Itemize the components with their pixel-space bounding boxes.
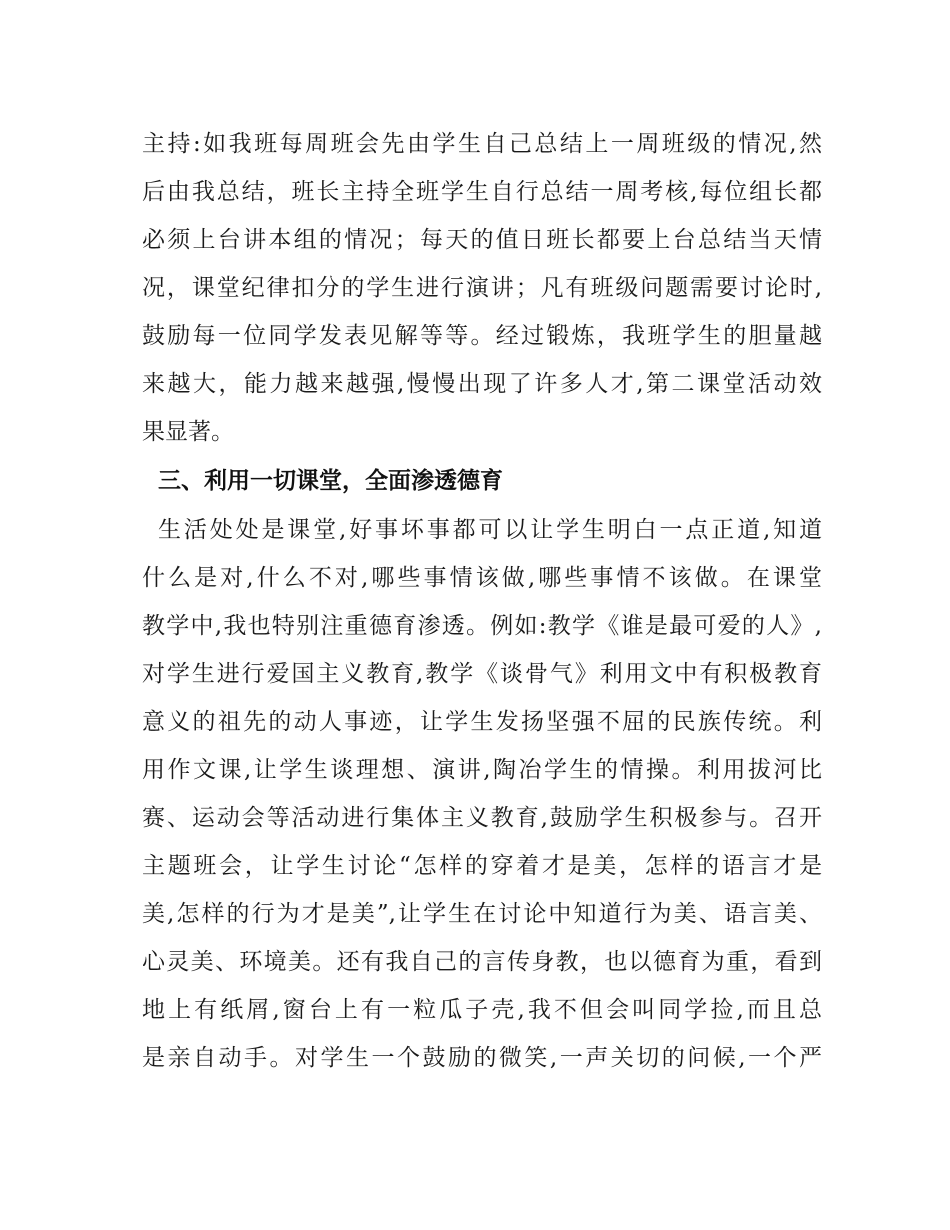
paragraph-2-line-10: 心灵美、环境美。还有我自己的言传身教，也以德育为重，看到 — [142, 949, 822, 975]
paragraph-1-line-2: 后由我总结，班长主持全班学生自行总结一周考核,每位组长都 — [142, 179, 822, 205]
section-heading: 三、利用一切课堂，全面渗透德育 — [158, 468, 503, 494]
paragraph-2-line-7: 赛、运动会等活动进行集体主义教育,鼓励学生积极参与。召开 — [142, 805, 822, 831]
paragraph-1-line-3: 必须上台讲本组的情况；每天的值日班长都要上台总结当天情 — [142, 227, 822, 253]
paragraph-1-line-6: 来越大，能力越来越强,慢慢出现了许多人才,第二课堂活动效 — [142, 371, 822, 397]
paragraph-1-line-4: 况，课堂纪律扣分的学生进行演讲；凡有班级问题需要讨论时, — [142, 275, 822, 301]
paragraph-1-line-7: 果显著。 — [142, 419, 234, 445]
paragraph-1-line-5: 鼓励每一位同学发表见解等等。经过锻炼，我班学生的胆量越 — [142, 323, 822, 349]
paragraph-2-line-12: 是亲自动手。对学生一个鼓励的微笑,一声关切的问候,一个严 — [142, 1045, 822, 1071]
paragraph-2-line-3: 教学中,我也特别注重德育渗透。例如:教学《谁是最可爱的人》, — [142, 613, 822, 639]
paragraph-2-line-6: 用作文课,让学生谈理想、演讲,陶冶学生的情操。利用拔河比 — [142, 757, 822, 783]
paragraph-2-line-2: 什么是对,什么不对,哪些事情该做,哪些事情不该做。在课堂 — [142, 565, 822, 591]
paragraph-2-line-4: 对学生进行爱国主义教育,教学《谈骨气》利用文中有积极教育 — [142, 661, 822, 687]
paragraph-2-line-8: 主题班会，让学生讨论“怎样的穿着才是美，怎样的语言才是 — [142, 853, 822, 879]
paragraph-2-line-11: 地上有纸屑,窗台上有一粒瓜子壳,我不但会叫同学捡,而且总 — [142, 997, 822, 1023]
paragraph-2-line-9: 美,怎样的行为才是美”,让学生在讨论中知道行为美、语言美、 — [142, 901, 822, 927]
paragraph-2-line-5: 意义的祖先的动人事迹，让学生发扬坚强不屈的民族传统。利 — [142, 709, 822, 735]
paragraph-2-line-1: 生活处处是课堂,好事坏事都可以让学生明白一点正道,知道 — [158, 517, 822, 543]
paragraph-1-line-1: 主持:如我班每周班会先由学生自己总结上一周班级的情况,然 — [142, 131, 822, 157]
